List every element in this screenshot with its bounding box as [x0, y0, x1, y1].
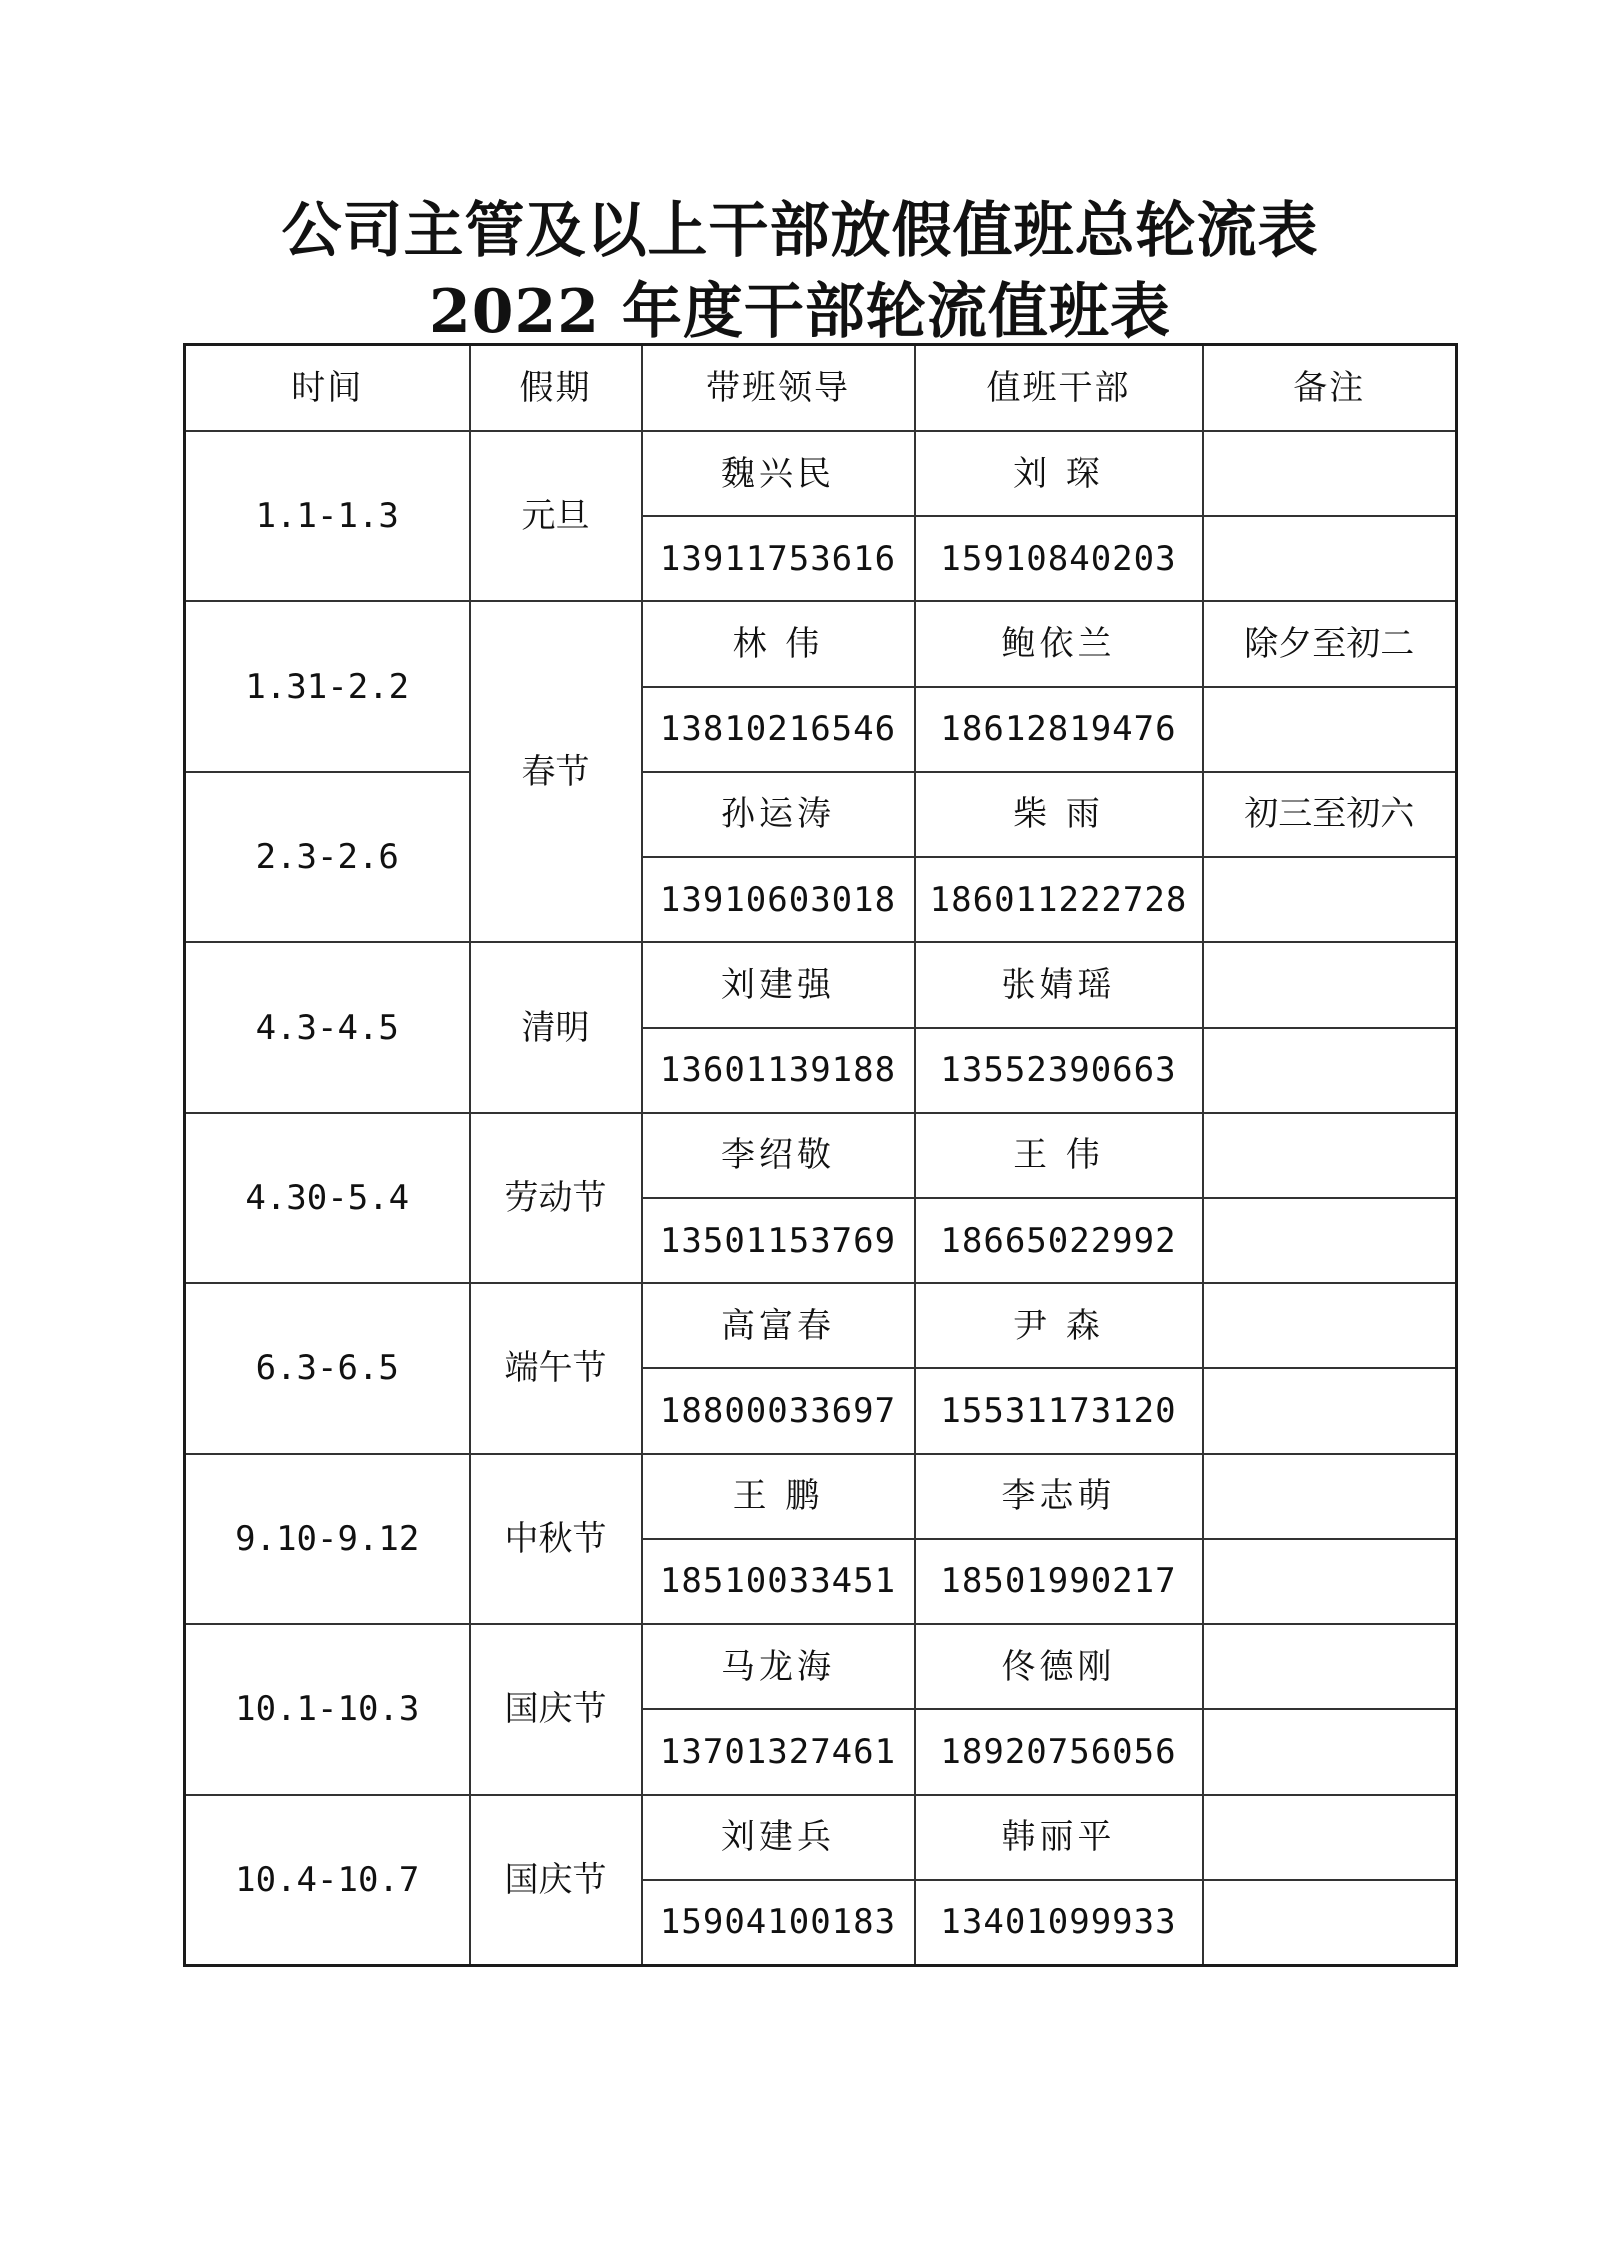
note-cell: [1203, 1795, 1457, 1880]
cadre-phone: 13401099933: [915, 1880, 1203, 1966]
time-cell: 10.1-10.3: [185, 1624, 470, 1794]
cadre-phone: 18612819476: [915, 687, 1203, 772]
holiday-cell: 清明: [470, 942, 642, 1112]
table-row: [185, 601, 1457, 686]
time-cell: 4.3-4.5: [185, 942, 470, 1112]
holiday-cell: 元旦: [470, 431, 642, 601]
note-cell: [1203, 431, 1457, 516]
note-cell-empty: [1203, 1198, 1457, 1283]
table-row: [185, 1113, 1457, 1198]
cadre-name: 张婧瑶: [915, 942, 1203, 1027]
leader-phone: 15904100183: [642, 1880, 915, 1966]
leader-phone: 13601139188: [642, 1028, 915, 1113]
cadre-name: 李志萌: [915, 1454, 1203, 1539]
header-holiday: 假期: [470, 345, 642, 432]
holiday-cell: 国庆节: [470, 1795, 642, 1966]
header-time: 时间: [185, 345, 470, 432]
leader-name: 刘建兵: [642, 1795, 915, 1880]
cadre-name: 韩丽平: [915, 1795, 1203, 1880]
table-row: [185, 942, 1457, 1027]
note-cell: [1203, 942, 1457, 1027]
cadre-name: 柴 雨: [915, 772, 1203, 857]
cadre-name: 王 伟: [915, 1113, 1203, 1198]
cadre-name: 刘 琛: [915, 431, 1203, 516]
table-row: [185, 772, 1457, 857]
holiday-cell: 春节: [470, 601, 642, 942]
holiday-cell: 中秋节: [470, 1454, 642, 1624]
leader-name: 马龙海: [642, 1624, 915, 1709]
duty-roster-table: [183, 343, 1458, 1967]
leader-name: 高富春: [642, 1283, 915, 1368]
cadre-phone: 186011222728: [915, 857, 1203, 942]
note-cell-empty: [1203, 1539, 1457, 1624]
time-cell: 10.4-10.7: [185, 1795, 470, 1966]
cadre-name: 鲍依兰: [915, 601, 1203, 686]
table-row: [185, 1795, 1457, 1880]
note-cell-empty: [1203, 1709, 1457, 1794]
leader-name: 林 伟: [642, 601, 915, 686]
leader-name: 刘建强: [642, 942, 915, 1027]
holiday-cell: 国庆节: [470, 1624, 642, 1794]
header-cadre: 值班干部: [915, 345, 1203, 432]
header-note: 备注: [1203, 345, 1457, 432]
table-row: [185, 1283, 1457, 1368]
note-cell-empty: [1203, 857, 1457, 942]
note-cell-empty: [1203, 1880, 1457, 1966]
leader-phone: 13810216546: [642, 687, 915, 772]
document-title: 公司主管及以上干部放假值班总轮流表: [281, 196, 1319, 266]
cadre-phone: 15910840203: [915, 516, 1203, 601]
note-cell-empty: [1203, 1028, 1457, 1113]
note-cell-empty: [1203, 687, 1457, 772]
time-cell: 1.1-1.3: [185, 431, 470, 601]
note-cell: 初三至初六: [1203, 772, 1457, 857]
leader-phone: 18510033451: [642, 1539, 915, 1624]
time-cell: 1.31-2.2: [185, 601, 470, 771]
document-subtitle: 2022 年度干部轮流值班表: [429, 277, 1171, 347]
time-cell: 9.10-9.12: [185, 1454, 470, 1624]
cadre-phone: 18920756056: [915, 1709, 1203, 1794]
leader-phone: 13501153769: [642, 1198, 915, 1283]
header-leader: 带班领导: [642, 345, 915, 432]
leader-phone: 13911753616: [642, 516, 915, 601]
leader-name: 李绍敬: [642, 1113, 915, 1198]
leader-phone: 13701327461: [642, 1709, 915, 1794]
time-cell: 4.30-5.4: [185, 1113, 470, 1283]
table-row: [185, 1454, 1457, 1539]
holiday-cell: 劳动节: [470, 1113, 642, 1283]
holiday-cell: 端午节: [470, 1283, 642, 1453]
time-cell: 2.3-2.6: [185, 772, 470, 942]
leader-name: 王 鹏: [642, 1454, 915, 1539]
table-row: [185, 1624, 1457, 1709]
cadre-phone: 15531173120: [915, 1368, 1203, 1453]
note-cell: [1203, 1283, 1457, 1368]
leader-name: 孙运涛: [642, 772, 915, 857]
note-cell: 除夕至初二: [1203, 601, 1457, 686]
cadre-name: 佟德刚: [915, 1624, 1203, 1709]
leader-name: 魏兴民: [642, 431, 915, 516]
time-cell: 6.3-6.5: [185, 1283, 470, 1453]
cadre-name: 尹 森: [915, 1283, 1203, 1368]
cadre-phone: 18665022992: [915, 1198, 1203, 1283]
cadre-phone: 18501990217: [915, 1539, 1203, 1624]
note-cell: [1203, 1454, 1457, 1539]
table-row: [185, 431, 1457, 516]
note-cell-empty: [1203, 1368, 1457, 1453]
leader-phone: 13910603018: [642, 857, 915, 942]
header-row: [185, 345, 1457, 432]
note-cell: [1203, 1624, 1457, 1709]
note-cell: [1203, 1113, 1457, 1198]
cadre-phone: 13552390663: [915, 1028, 1203, 1113]
note-cell-empty: [1203, 516, 1457, 601]
leader-phone: 18800033697: [642, 1368, 915, 1453]
